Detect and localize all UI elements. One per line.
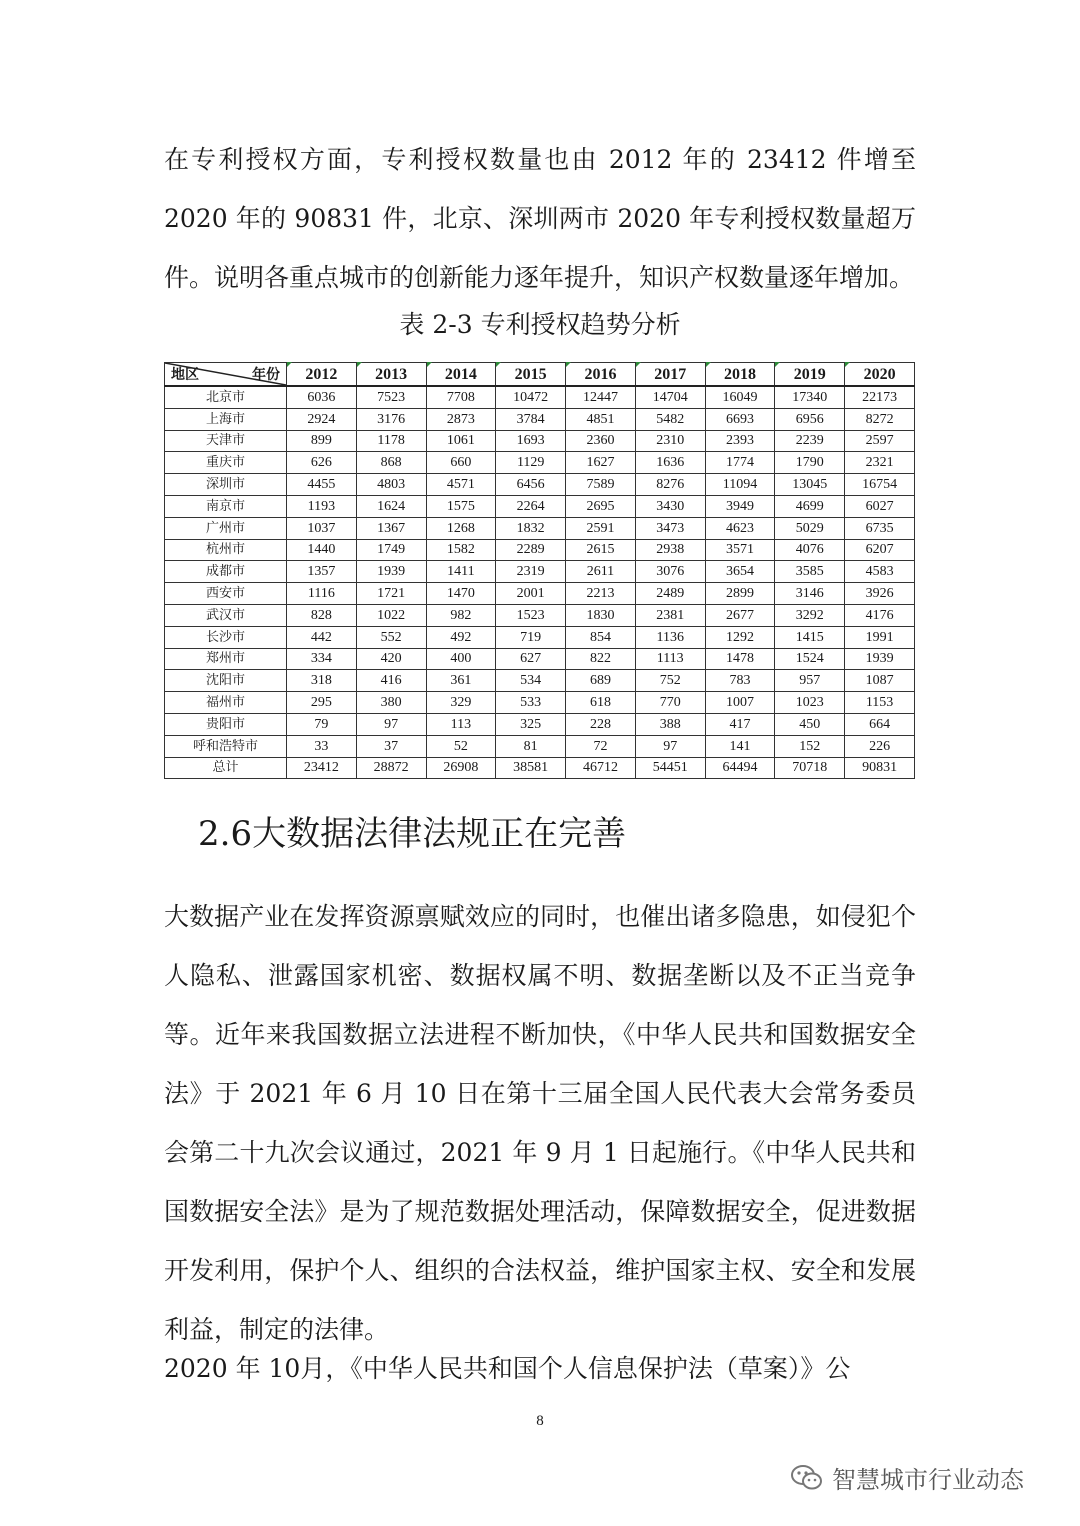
value-cell: 1582 [426, 539, 496, 561]
value-cell: 2938 [635, 539, 705, 561]
value-cell: 618 [566, 692, 636, 714]
region-cell: 郑州市 [165, 648, 287, 670]
value-cell: 1193 [287, 495, 357, 517]
value-cell: 6693 [705, 408, 775, 430]
value-cell: 2873 [426, 408, 496, 430]
year-header: 2012 [287, 363, 357, 387]
year-header: 2016 [566, 363, 636, 387]
value-cell: 3430 [635, 495, 705, 517]
value-cell: 6027 [845, 495, 915, 517]
table-header-row [165, 363, 915, 387]
value-cell: 442 [287, 626, 357, 648]
region-cell: 天津市 [165, 430, 287, 452]
table-row [165, 713, 915, 735]
value-cell: 90831 [845, 757, 915, 779]
region-cell: 北京市 [165, 386, 287, 408]
value-cell: 1624 [356, 495, 426, 517]
value-cell: 783 [705, 670, 775, 692]
value-cell: 16754 [845, 474, 915, 496]
value-cell: 664 [845, 713, 915, 735]
value-cell: 770 [635, 692, 705, 714]
value-cell: 1790 [775, 452, 845, 474]
value-cell: 1153 [845, 692, 915, 714]
value-cell: 4803 [356, 474, 426, 496]
value-cell: 72 [566, 735, 636, 757]
region-cell: 杭州市 [165, 539, 287, 561]
value-cell: 957 [775, 670, 845, 692]
region-cell: 上海市 [165, 408, 287, 430]
value-cell: 14704 [635, 386, 705, 408]
value-cell: 4076 [775, 539, 845, 561]
region-cell: 南京市 [165, 495, 287, 517]
value-cell: 23412 [287, 757, 357, 779]
value-cell: 1523 [496, 604, 566, 626]
value-cell: 854 [566, 626, 636, 648]
value-cell: 1178 [356, 430, 426, 452]
year-header: 2013 [356, 363, 426, 387]
value-cell: 1007 [705, 692, 775, 714]
region-cell: 武汉市 [165, 604, 287, 626]
value-cell: 6956 [775, 408, 845, 430]
value-cell: 2360 [566, 430, 636, 452]
value-cell: 1022 [356, 604, 426, 626]
table-corner-header [165, 363, 287, 387]
value-cell: 2611 [566, 561, 636, 583]
value-cell: 3176 [356, 408, 426, 430]
value-cell: 868 [356, 452, 426, 474]
value-cell: 2289 [496, 539, 566, 561]
value-cell: 3146 [775, 583, 845, 605]
value-cell: 79 [287, 713, 357, 735]
corner-label-region: 地区 [171, 367, 199, 383]
paragraph-privacy-law: 2020 年 10月，《中华人民共和国个人信息保护法（草案）》公 [164, 1354, 851, 1383]
value-cell: 1136 [635, 626, 705, 648]
value-cell: 3926 [845, 583, 915, 605]
value-cell: 7708 [426, 386, 496, 408]
value-cell: 1636 [635, 452, 705, 474]
value-cell: 22173 [845, 386, 915, 408]
value-cell: 4571 [426, 474, 496, 496]
table-row [165, 648, 915, 670]
value-cell: 5482 [635, 408, 705, 430]
value-cell: 400 [426, 648, 496, 670]
value-cell: 1357 [287, 561, 357, 583]
region-cell: 沈阳市 [165, 670, 287, 692]
year-header: 2018 [705, 363, 775, 387]
value-cell: 64494 [705, 757, 775, 779]
value-cell: 52 [426, 735, 496, 757]
table-row [165, 517, 915, 539]
table-row [165, 386, 915, 408]
value-cell: 7523 [356, 386, 426, 408]
value-cell: 361 [426, 670, 496, 692]
value-cell: 3784 [496, 408, 566, 430]
value-cell: 4455 [287, 474, 357, 496]
year-header: 2019 [775, 363, 845, 387]
value-cell: 4583 [845, 561, 915, 583]
value-cell: 627 [496, 648, 566, 670]
value-cell: 1411 [426, 561, 496, 583]
year-header: 2014 [426, 363, 496, 387]
region-cell: 广州市 [165, 517, 287, 539]
value-cell: 4176 [845, 604, 915, 626]
value-cell: 552 [356, 626, 426, 648]
value-cell: 97 [635, 735, 705, 757]
value-cell: 37 [356, 735, 426, 757]
value-cell: 113 [426, 713, 496, 735]
region-cell: 成都市 [165, 561, 287, 583]
value-cell: 2264 [496, 495, 566, 517]
value-cell: 1367 [356, 517, 426, 539]
value-cell: 2695 [566, 495, 636, 517]
value-cell: 2597 [845, 430, 915, 452]
paragraph-patent-intro: 在专利授权方面，专利授权数量也由 2012 年的 23412 件增至2020 年的 90831 件，北京、深圳两市 2020 年专利授权数量超万件。说明各重点城市的创新能力逐年提升，知识产权数量逐年增加。 [164, 145, 916, 292]
value-cell: 1832 [496, 517, 566, 539]
value-cell: 3949 [705, 495, 775, 517]
value-cell: 1939 [356, 561, 426, 583]
value-cell: 6456 [496, 474, 566, 496]
value-cell: 6735 [845, 517, 915, 539]
table-row [165, 626, 915, 648]
value-cell: 3473 [635, 517, 705, 539]
value-cell: 689 [566, 670, 636, 692]
value-cell: 5029 [775, 517, 845, 539]
value-cell: 1061 [426, 430, 496, 452]
value-cell: 2321 [845, 452, 915, 474]
value-cell: 1129 [496, 452, 566, 474]
value-cell: 6207 [845, 539, 915, 561]
table-row [165, 495, 915, 517]
value-cell: 6036 [287, 386, 357, 408]
value-cell: 2381 [635, 604, 705, 626]
corner-label-year: 年份 [252, 367, 280, 383]
value-cell: 417 [705, 713, 775, 735]
value-cell: 11094 [705, 474, 775, 496]
value-cell: 1939 [845, 648, 915, 670]
value-cell: 719 [496, 626, 566, 648]
value-cell: 2899 [705, 583, 775, 605]
value-cell: 295 [287, 692, 357, 714]
table-row [165, 430, 915, 452]
value-cell: 626 [287, 452, 357, 474]
value-cell: 1268 [426, 517, 496, 539]
value-cell: 33 [287, 735, 357, 757]
value-cell: 1524 [775, 648, 845, 670]
table-row [165, 757, 915, 779]
value-cell: 1991 [845, 626, 915, 648]
value-cell: 8272 [845, 408, 915, 430]
value-cell: 899 [287, 430, 357, 452]
table-row [165, 408, 915, 430]
watermark-text: 智慧城市行业动态 [832, 1466, 1024, 1494]
value-cell: 1037 [287, 517, 357, 539]
table-row [165, 474, 915, 496]
value-cell: 2310 [635, 430, 705, 452]
region-cell: 贵阳市 [165, 713, 287, 735]
value-cell: 420 [356, 648, 426, 670]
year-header: 2020 [845, 363, 915, 387]
value-cell: 3571 [705, 539, 775, 561]
value-cell: 4623 [705, 517, 775, 539]
value-cell: 2239 [775, 430, 845, 452]
value-cell: 1575 [426, 495, 496, 517]
region-cell: 重庆市 [165, 452, 287, 474]
region-cell: 西安市 [165, 583, 287, 605]
value-cell: 334 [287, 648, 357, 670]
region-cell: 总计 [165, 757, 287, 779]
value-cell: 828 [287, 604, 357, 626]
value-cell: 1470 [426, 583, 496, 605]
value-cell: 2393 [705, 430, 775, 452]
page-number: 8 [536, 1413, 544, 1429]
value-cell: 2319 [496, 561, 566, 583]
value-cell: 2591 [566, 517, 636, 539]
value-cell: 3654 [705, 561, 775, 583]
value-cell: 1830 [566, 604, 636, 626]
value-cell: 228 [566, 713, 636, 735]
section-title: 2.6大数据法律法规正在完善 [198, 814, 627, 854]
value-cell: 492 [426, 626, 496, 648]
year-header: 2017 [635, 363, 705, 387]
value-cell: 81 [496, 735, 566, 757]
value-cell: 54451 [635, 757, 705, 779]
value-cell: 1749 [356, 539, 426, 561]
value-cell: 533 [496, 692, 566, 714]
wechat-icon [790, 1463, 824, 1493]
value-cell: 2213 [566, 583, 636, 605]
value-cell: 13045 [775, 474, 845, 496]
value-cell: 1116 [287, 583, 357, 605]
value-cell: 2615 [566, 539, 636, 561]
value-cell: 2677 [705, 604, 775, 626]
value-cell: 822 [566, 648, 636, 670]
value-cell: 380 [356, 692, 426, 714]
value-cell: 7589 [566, 474, 636, 496]
value-cell: 1774 [705, 452, 775, 474]
value-cell: 152 [775, 735, 845, 757]
value-cell: 4851 [566, 408, 636, 430]
region-cell: 呼和浩特市 [165, 735, 287, 757]
value-cell: 3585 [775, 561, 845, 583]
value-cell: 1113 [635, 648, 705, 670]
patent-table [164, 362, 915, 779]
value-cell: 17340 [775, 386, 845, 408]
value-cell: 1627 [566, 452, 636, 474]
value-cell: 2924 [287, 408, 357, 430]
value-cell: 12447 [566, 386, 636, 408]
value-cell: 2001 [496, 583, 566, 605]
value-cell: 28872 [356, 757, 426, 779]
value-cell: 16049 [705, 386, 775, 408]
region-cell: 深圳市 [165, 474, 287, 496]
table-row [165, 692, 915, 714]
table-row [165, 452, 915, 474]
value-cell: 388 [635, 713, 705, 735]
table-row [165, 604, 915, 626]
value-cell: 329 [426, 692, 496, 714]
value-cell: 1292 [705, 626, 775, 648]
paragraph-data-law: 大数据产业在发挥资源禀赋效应的同时，也催出诸多隐患，如侵犯个人隐私、泄露国家机密、数据权属不明、数据垄断以及不正当竞争等。近年来我国数据立法进程不断加快，《中华人民共和国数据安全法》于 2021 年 6 月 10 日在第十三届全国人民代表大会常务委员会第二十九次会议通过，2021 年 9 月 1 日起施行。《中华人民共和国数据安全法》是为了规范数据处理活动，保障数据安全，促进数据开发利用，保护个人、组织的合法权益，维护国家主权、安全和发展利益，制定的法律。 [164, 902, 916, 1344]
value-cell: 38581 [496, 757, 566, 779]
value-cell: 8276 [635, 474, 705, 496]
table-row [165, 539, 915, 561]
table-row [165, 670, 915, 692]
value-cell: 10472 [496, 386, 566, 408]
value-cell: 26908 [426, 757, 496, 779]
value-cell: 1415 [775, 626, 845, 648]
value-cell: 752 [635, 670, 705, 692]
value-cell: 1721 [356, 583, 426, 605]
table-row [165, 561, 915, 583]
region-cell: 福州市 [165, 692, 287, 714]
value-cell: 1440 [287, 539, 357, 561]
value-cell: 3292 [775, 604, 845, 626]
value-cell: 660 [426, 452, 496, 474]
watermark [790, 1460, 1024, 1495]
value-cell: 1478 [705, 648, 775, 670]
value-cell: 141 [705, 735, 775, 757]
value-cell: 982 [426, 604, 496, 626]
value-cell: 226 [845, 735, 915, 757]
value-cell: 318 [287, 670, 357, 692]
year-header: 2015 [496, 363, 566, 387]
value-cell: 2489 [635, 583, 705, 605]
value-cell: 1023 [775, 692, 845, 714]
value-cell: 1087 [845, 670, 915, 692]
value-cell: 450 [775, 713, 845, 735]
region-cell: 长沙市 [165, 626, 287, 648]
value-cell: 46712 [566, 757, 636, 779]
table-row [165, 735, 915, 757]
value-cell: 534 [496, 670, 566, 692]
value-cell: 4699 [775, 495, 845, 517]
value-cell: 1693 [496, 430, 566, 452]
table-row [165, 583, 915, 605]
value-cell: 97 [356, 713, 426, 735]
value-cell: 3076 [635, 561, 705, 583]
value-cell: 325 [496, 713, 566, 735]
value-cell: 70718 [775, 757, 845, 779]
table-caption: 表 2-3 专利授权趋势分析 [399, 310, 681, 339]
value-cell: 416 [356, 670, 426, 692]
